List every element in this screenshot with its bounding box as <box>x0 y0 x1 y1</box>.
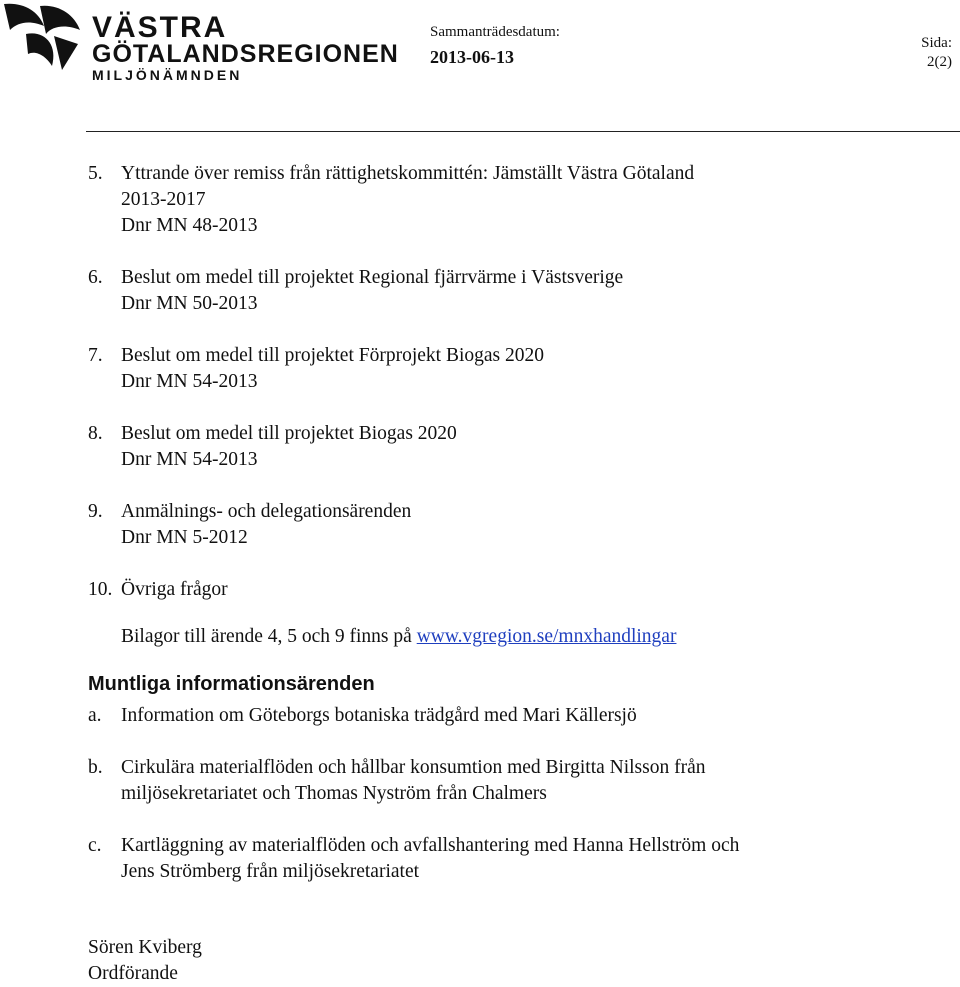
agenda-item-dnr: Dnr MN 50-2013 <box>121 293 258 314</box>
logo-line-1: VÄSTRA <box>92 11 228 44</box>
attachments-text: Bilagor till ärende 4, 5 och 9 finns på <box>121 626 417 647</box>
agenda-item-text: Yttrande över remiss från rättighetskommittén: Jämställt Västra Götaland <box>121 163 695 184</box>
agenda-item-text: Övriga frågor <box>121 579 228 600</box>
attachments-note <box>121 624 676 650</box>
attachments-link[interactable]: www.vgregion.se/mnxhandlingar <box>416 626 677 647</box>
agenda-item-text: Beslut om medel till projektet Regional fjärrvärme i Västsverige <box>121 267 624 288</box>
agenda-item-text: Beslut om medel till projektet Förprojekt Biogas 2020 <box>121 345 544 366</box>
agenda-item-number: 7. <box>88 345 103 366</box>
agenda-item-dnr: Dnr MN 54-2013 <box>121 371 258 392</box>
agenda-item-dnr: Dnr MN 48-2013 <box>121 215 258 236</box>
vastra-gotalandsregionen-logo <box>0 0 400 90</box>
signatory-role: Ordförande <box>88 963 178 984</box>
agenda-item <box>88 577 948 603</box>
info-list <box>88 703 948 911</box>
logo-line-3: MILJÖNÄMNDEN <box>92 67 243 83</box>
agenda-item-text: Anmälnings- och delegationsärenden <box>121 501 412 522</box>
info-item <box>88 703 948 729</box>
agenda-item-dnr: Dnr MN 54-2013 <box>121 449 258 470</box>
agenda-item <box>88 161 948 239</box>
agenda-item-text: 2013-2017 <box>121 189 206 210</box>
info-item-text: Information om Göteborgs botaniska trädgård med Mari Källersjö <box>121 705 637 726</box>
info-section-heading: Muntliga informationsärenden <box>88 673 375 695</box>
info-item-letter: b. <box>88 757 103 778</box>
logo-line-2: GÖTALANDSREGIONEN <box>92 40 399 68</box>
info-item <box>88 755 948 807</box>
agenda-item <box>88 265 948 317</box>
info-item-text: Jens Strömberg från miljösekretariatet <box>121 861 420 882</box>
agenda-item-number: 8. <box>88 423 103 444</box>
info-item-letter: c. <box>88 835 102 856</box>
info-item-text: miljösekretariatet och Thomas Nyström från Chalmers <box>121 783 547 804</box>
meeting-date-label: Sammanträdesdatum: <box>430 24 560 40</box>
meeting-date-value: 2013-06-13 <box>430 47 514 67</box>
agenda-item-number: 6. <box>88 267 103 288</box>
page-header <box>0 0 960 135</box>
agenda-item-number: 10. <box>88 579 113 600</box>
agenda-item <box>88 421 948 473</box>
page-label: Sida: <box>921 35 952 51</box>
info-item-text: Kartläggning av materialflöden och avfallshantering med Hanna Hellström och <box>121 835 740 856</box>
info-item <box>88 833 948 885</box>
agenda-item <box>88 499 948 551</box>
agenda-item-dnr: Dnr MN 5-2012 <box>121 527 248 548</box>
signature-block <box>88 935 202 987</box>
agenda-list <box>88 161 948 629</box>
signatory-name: Sören Kviberg <box>88 937 202 958</box>
agenda-item-number: 5. <box>88 163 103 184</box>
agenda-item-text: Beslut om medel till projektet Biogas 2020 <box>121 423 457 444</box>
meeting-date-block <box>430 24 560 68</box>
page-value: 2(2) <box>927 54 952 70</box>
info-item-letter: a. <box>88 705 102 726</box>
page-number-block <box>921 34 952 72</box>
agenda-item <box>88 343 948 395</box>
info-item-text: Cirkulära materialflöden och hållbar konsumtion med Birgitta Nilsson från <box>121 757 706 778</box>
header-divider <box>86 131 960 132</box>
agenda-item-number: 9. <box>88 501 103 522</box>
